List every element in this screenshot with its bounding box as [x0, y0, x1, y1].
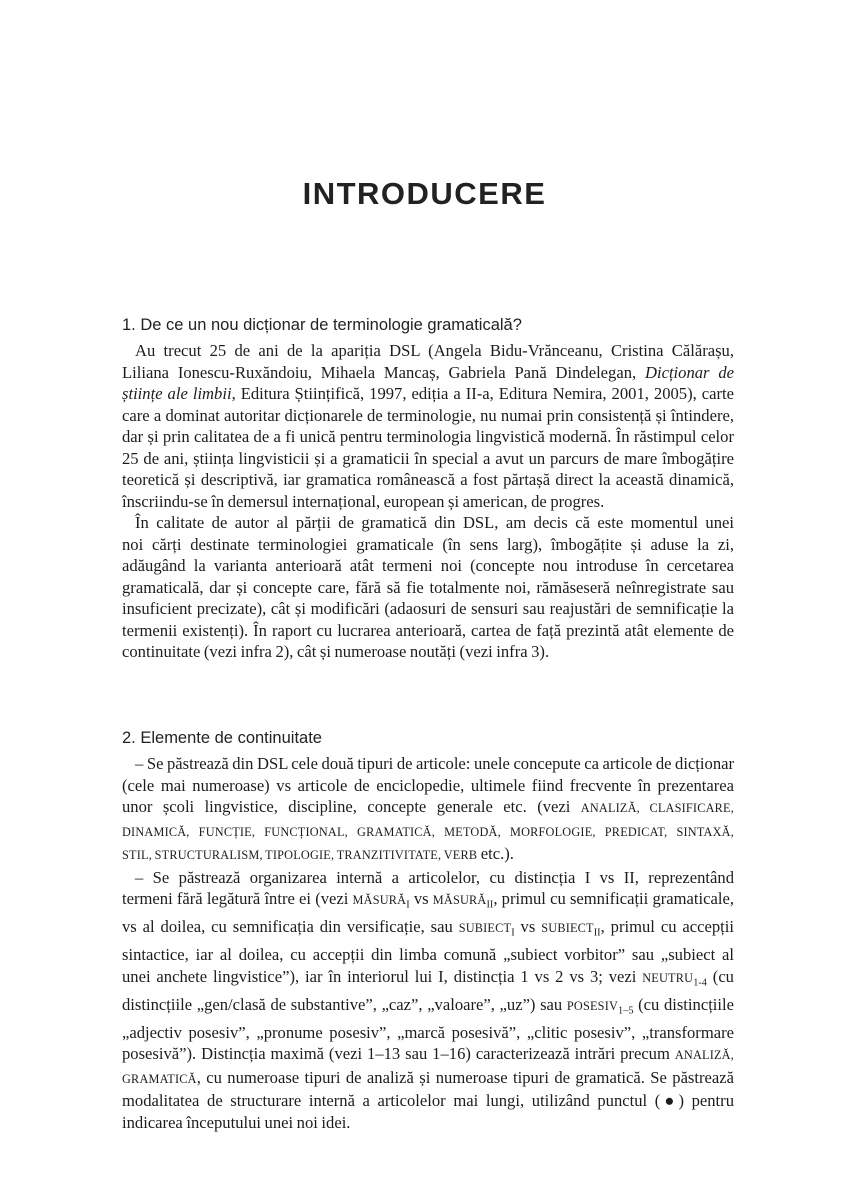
text-segment: vs al doilea, cu semnificația din versificație, sau: [122, 917, 459, 937]
text-segment: înscriindu-se în demersul internațional, european și american, de progres.: [122, 491, 605, 511]
subscript-index: 1-4: [693, 977, 707, 989]
text-segment: continuitate (vezi infra 2), cât și numeroase noutăți (vezi infra 3).: [122, 642, 550, 661]
subscript-index: II: [593, 927, 601, 939]
term-reference: ANALIZĂ,: [674, 1048, 734, 1063]
paragraph: [122, 753, 734, 867]
term-reference: MĂSURĂ: [432, 893, 487, 907]
text-segment: gramaticală, dar și concepte care, fără să fie totalmente noi, rămăseseră neînregistrate sau: [122, 577, 734, 597]
text-segment: vs: [514, 917, 542, 937]
term-reference: SUBIECT: [541, 921, 594, 936]
text-segment: termeni fără legătură între ei (vezi: [122, 889, 353, 908]
text-segment: adăugând la varianta anterioară atât termeni noi (concepte nou introduse în cercetarea: [122, 556, 734, 575]
text-line: [122, 1043, 734, 1067]
text-segment: indicarea începutului unei noi idei.: [122, 1112, 351, 1132]
text-line: [122, 555, 734, 577]
text-line: [122, 1090, 734, 1112]
text-line: [122, 867, 734, 889]
text-segment: noi cărți destinate terminologiei gramaticale (în sens larg), îmbogățite și aduse la zi,: [122, 534, 734, 554]
text-line: [122, 966, 734, 994]
text-segment: distincțiile „gen/clasă de substantive”, „caz”, „valoare”, „uz”) sau: [122, 994, 567, 1014]
term-reference: ANALIZĂ, CLASIFICARE,: [580, 801, 734, 815]
text-line: [122, 340, 734, 362]
term-reference: NEUTRU: [642, 970, 694, 985]
text-segment: sintactice, iar al doilea, cu accepții din limba comună „subiect vorbitor” sau „subiect al: [122, 945, 734, 965]
text-line: [122, 426, 734, 448]
section-heading-1: 1. De ce un nou dicționar de terminologie gramaticală?: [122, 316, 522, 334]
text-segment: (cu: [706, 966, 734, 986]
text-segment: insuficient precizate), cât și modificări (adaosuri de sensuri sau reajustări de semnificație la: [122, 599, 734, 618]
term-reference: SUBIECT: [458, 921, 512, 936]
text-segment: , primul cu accepții: [600, 917, 735, 937]
text-line: [122, 620, 734, 642]
text-segment: modalitatea de structurare internă a articolelor mai lungi, utilizând punctul (●) pentru: [122, 1091, 734, 1111]
text-segment: vs: [409, 889, 433, 908]
text-segment: etc.).: [477, 844, 514, 863]
subscript-index: II: [486, 899, 494, 911]
text-line: [122, 405, 734, 427]
text-segment: – Se păstrează din DSL cele două tipuri de articole: unele concepute ca articole de dicționar: [135, 754, 735, 773]
italic-title: științe ale limbii: [122, 384, 232, 403]
term-reference: DINAMICĂ, FUNCȚIE, FUNCȚIONAL, GRAMATICĂ, METODĂ, MORFOLOGIE, PREDICAT, SINTAXĂ,: [122, 824, 734, 839]
text-line: [122, 362, 734, 384]
subscript-index: I: [511, 927, 515, 939]
text-segment: 25 de ani, știința lingvisticii și a gramaticii în special a avut un parcurs de mare îmbogățire: [122, 448, 734, 468]
text-line: [122, 820, 734, 844]
subscript-index: I: [406, 899, 410, 911]
text-segment: În calitate de autor al părții de gramatică din DSL, am decis că este momentul unei: [135, 513, 734, 532]
text-line: [122, 1112, 734, 1134]
text-segment: termenii existenți). În raport cu lucrarea anterioară, cartea de față prezintă atât elemente de: [122, 620, 734, 640]
text-line: [122, 1022, 734, 1044]
text-segment: care a dominat autoritar dicționarele de terminologie, nu numai prin consistență și întindere,: [122, 405, 734, 425]
text-line: [122, 383, 734, 405]
text-segment: – Se păstrează organizarea internă a articolelor, cu distincția I vs II, reprezentând: [135, 867, 734, 887]
text-line: [122, 534, 734, 556]
term-reference: STIL, STRUCTURALISM, TIPOLOGIE, TRANZITIVITATE, VERB: [122, 848, 478, 862]
term-reference: MĂSURĂ: [352, 893, 407, 907]
text-segment: unor școli lingvistice, discipline, concepte generale etc. (vezi: [122, 797, 581, 816]
paragraph: [122, 512, 734, 663]
text-line: [122, 753, 734, 775]
text-segment: (cele mai numeroase) vs articole de enciclopedie, ultimele fiind frecvente în prezentarea: [122, 775, 734, 795]
text-segment: Au trecut 25 de ani de la apariția DSL (Angela Bidu-Vrănceanu, Cristina Călărașu,: [135, 341, 734, 360]
page-title: INTRODUCERE: [302, 176, 547, 211]
text-line: [122, 916, 734, 944]
section-heading-2: 2. Elemente de continuitate: [122, 729, 322, 747]
term-reference: POSESIV: [566, 998, 619, 1013]
text-line: [122, 641, 734, 663]
text-line: [122, 448, 734, 470]
text-line: [122, 598, 734, 620]
text-segment: , Editura Științifică, 1997, ediția a II-a, Editura Nemira, 2001, 2005), carte: [231, 384, 734, 403]
text-segment: (cu distincțiile: [633, 994, 735, 1014]
text-line: [122, 491, 734, 513]
text-line: [122, 1067, 734, 1091]
paragraph: [122, 340, 734, 512]
text-line: [122, 512, 734, 534]
text-segment: dar și prin calitatea de a fi unică pentru terminologia lingvistică modernă. În răstimpul celor: [122, 427, 734, 446]
subscript-index: 1–5: [618, 1005, 634, 1017]
text-line: [122, 843, 734, 867]
text-segment: , cu numeroase tipuri de analiză și numeroase tipuri de gramatică. Se păstrează: [196, 1067, 734, 1087]
text-line: [122, 469, 734, 491]
text-line: [122, 775, 734, 797]
text-line: [122, 994, 734, 1022]
text-segment: posesivă”). Distincția maximă (vezi 1–13 sau 1–16) caracterizează intrări precum: [122, 1044, 675, 1064]
text-segment: Liliana Ionescu-Ruxăndoiu, Mihaela Mancaș, Gabriela Pană Dindelegan,: [122, 362, 645, 382]
text-segment: teoretică și descriptivă, iar gramatica românească a fost părtașă direct la această dinamică,: [122, 470, 734, 489]
text-line: [122, 796, 734, 820]
text-line: [122, 944, 734, 966]
italic-title: Dicționar de: [644, 362, 734, 382]
paragraph: [122, 867, 734, 1134]
text-line: [122, 577, 734, 599]
text-segment: unei anchete lingvistice”), iar în interiorul lui I, distincția 1 vs 2 vs 3; vezi: [122, 966, 643, 986]
text-segment: , primul cu semnificații gramaticale,: [493, 889, 734, 908]
section-1-body: [122, 340, 734, 663]
text-segment: „adjectiv posesiv”, „pronume posesiv”, „marcă posesivă”, „clitic posesiv”, „transformare: [122, 1022, 734, 1042]
text-line: [122, 888, 734, 916]
term-reference: GRAMATICĂ: [122, 1071, 197, 1086]
section-2-body: [122, 753, 734, 1133]
